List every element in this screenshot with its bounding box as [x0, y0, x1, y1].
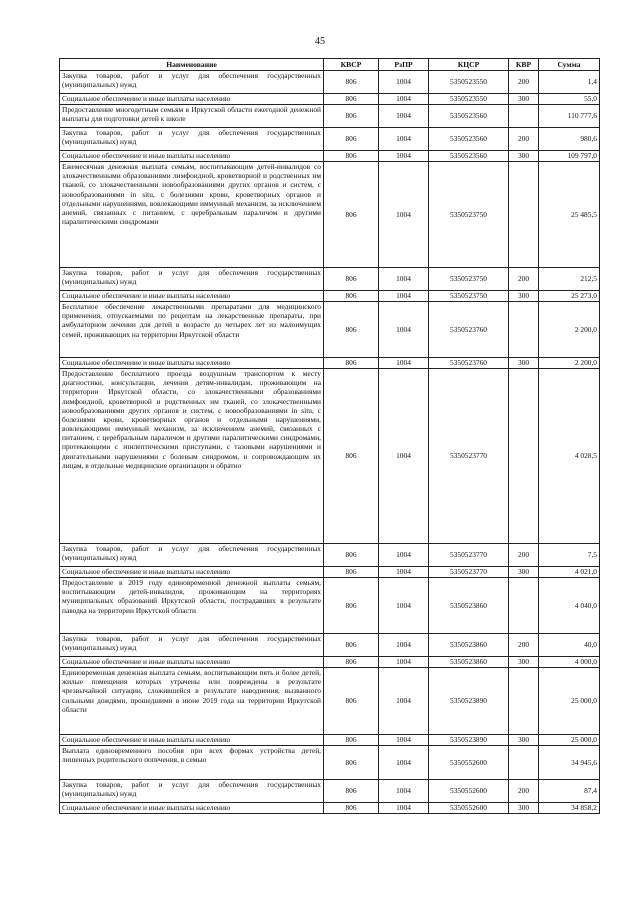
cell-kvr: [509, 302, 539, 358]
cell-name: Закупка товаров, работ и услуг для обеспечения государственных (муниципальных) нужд: [60, 780, 324, 803]
cell-rzpr: 1004: [379, 803, 429, 814]
cell-name: Бесплатное обеспечение лекарственными препаратами для медицинского применения, отпускаемыми по рецептам на лекарственные препараты, при амбулаторном лечении для детей в возрасте до четырех лет из малоимущих семей, проживающих на территории Иркутской области: [60, 302, 324, 358]
cell-sum: 25 000,0: [539, 735, 600, 746]
cell-kcsr: 5350523560: [429, 105, 509, 128]
cell-kcsr: 5350523890: [429, 735, 509, 746]
cell-name: Закупка товаров, работ и услуг для обеспечения государственных (муниципальных) нужд: [60, 634, 324, 657]
cell-kvsr: 806: [324, 71, 379, 94]
table-row: [60, 668, 600, 735]
cell-sum: 4 040,0: [539, 578, 600, 634]
cell-kcsr: 5350523770: [429, 369, 509, 544]
cell-kvsr: 806: [324, 657, 379, 668]
table-row: [60, 268, 600, 291]
cell-name: Предоставление бесплатного проезда воздушным транспортом к месту диагностики, консультации, лечения детям-инвалидам, проживающим на территории Иркутской области, со злокачественными образованиями лимфоидной, кроветворной и родственных им тканей, со злокачественными новообразованиями других органов и систем, с новообразованиями in situ, с болезнями крови, кроветворных органов и отдельными нарушениями, вовлекающими иммунный механизм, за исключением анемий, связанных с питанием, с церебральным параличом и другими паралитическими синдромами, протекающими с эпилептическими приступами, с тазовыми нарушениями и двигательными нарушениями с болевым синдромом, и сопровождающим их лицам, в отдельные медицинские организации и обратно: [60, 369, 324, 544]
table-row: [60, 780, 600, 803]
table-row: [60, 128, 600, 151]
cell-rzpr: 1004: [379, 128, 429, 151]
cell-kcsr: 5350523860: [429, 634, 509, 657]
cell-kvsr: 806: [324, 668, 379, 735]
cell-kcsr: 5350523560: [429, 128, 509, 151]
cell-kcsr: 5350523750: [429, 162, 509, 268]
cell-kvsr: 806: [324, 268, 379, 291]
table-row: [60, 544, 600, 567]
cell-kcsr: 5350523550: [429, 94, 509, 105]
table-row: [60, 803, 600, 814]
cell-sum: 25 000,0: [539, 668, 600, 735]
cell-name: Предоставление многодетным семьям в Иркутской области ежегодной денежной выплаты для подготовки детей к школе: [60, 105, 324, 128]
cell-kvsr: 806: [324, 735, 379, 746]
cell-rzpr: 1004: [379, 369, 429, 544]
cell-sum: 4 021,0: [539, 567, 600, 578]
table-row: [60, 358, 600, 369]
cell-sum: 2 200,0: [539, 302, 600, 358]
page-number: 45: [315, 36, 325, 47]
cell-kvr: [509, 746, 539, 780]
cell-sum: 212,5: [539, 268, 600, 291]
cell-sum: 25 273,0: [539, 291, 600, 302]
cell-name: Социальное обеспечение и иные выплаты населению: [60, 291, 324, 302]
cell-kvr: [509, 578, 539, 634]
cell-kcsr: 5350523860: [429, 657, 509, 668]
header-kvsr: КВСР: [324, 59, 379, 71]
table-row: [60, 105, 600, 128]
cell-kvr: 300: [509, 291, 539, 302]
cell-sum: 980,6: [539, 128, 600, 151]
table-row: [60, 567, 600, 578]
cell-kvr: [509, 162, 539, 268]
cell-rzpr: 1004: [379, 746, 429, 780]
cell-kcsr: 5350552600: [429, 780, 509, 803]
cell-kcsr: 5350523750: [429, 268, 509, 291]
cell-rzpr: 1004: [379, 358, 429, 369]
cell-sum: 7,5: [539, 544, 600, 567]
cell-kvr: 200: [509, 780, 539, 803]
table-row: [60, 369, 600, 544]
table-row: [60, 71, 600, 94]
cell-kvsr: 806: [324, 567, 379, 578]
cell-sum: 4 028,5: [539, 369, 600, 544]
cell-kvr: [509, 668, 539, 735]
cell-kvr: 300: [509, 803, 539, 814]
cell-name: Социальное обеспечение и иные выплаты населению: [60, 358, 324, 369]
cell-name: Закупка товаров, работ и услуг для обеспечения государственных (муниципальных) нужд: [60, 128, 324, 151]
cell-kvsr: 806: [324, 369, 379, 544]
cell-sum: 1,4: [539, 71, 600, 94]
cell-name: Предоставление в 2019 году единовременной денежной выплаты семьям, воспитывающим детей-инвалидов, проживающим на территориях муниципальных образований Иркутской области, пострадавших в результате паводка на территории Иркутской области: [60, 578, 324, 634]
table-row: [60, 151, 600, 162]
cell-rzpr: 1004: [379, 668, 429, 735]
cell-rzpr: 1004: [379, 735, 429, 746]
cell-name: Социальное обеспечение и иные выплаты населению: [60, 94, 324, 105]
table-row: [60, 657, 600, 668]
cell-sum: 4 000,0: [539, 657, 600, 668]
cell-kvsr: 806: [324, 94, 379, 105]
cell-kcsr: 5350523890: [429, 668, 509, 735]
cell-rzpr: 1004: [379, 634, 429, 657]
cell-rzpr: 1004: [379, 291, 429, 302]
cell-kcsr: 5350523770: [429, 567, 509, 578]
header-kcsr: КЦСР: [429, 59, 509, 71]
cell-name: Закупка товаров, работ и услуг для обеспечения государственных (муниципальных) нужд: [60, 268, 324, 291]
cell-name: Закупка товаров, работ и услуг для обеспечения государственных (муниципальных) нужд: [60, 544, 324, 567]
cell-rzpr: 1004: [379, 94, 429, 105]
cell-kcsr: 5350552600: [429, 746, 509, 780]
table-row: [60, 162, 600, 268]
table-row: [60, 302, 600, 358]
cell-kvsr: 806: [324, 358, 379, 369]
cell-kvr: 300: [509, 657, 539, 668]
cell-kcsr: 5350523750: [429, 291, 509, 302]
cell-kcsr: 5350523760: [429, 302, 509, 358]
cell-kvr: 300: [509, 151, 539, 162]
table-body: [60, 71, 600, 814]
cell-name: Социальное обеспечение и иные выплаты населению: [60, 735, 324, 746]
header-kvr: КВР: [509, 59, 539, 71]
cell-kvsr: 806: [324, 302, 379, 358]
cell-name: Единовременная денежная выплата семьям, воспитывающим пять и более детей, жилые помещения которых утрачены или повреждены в результате чрезвычайной ситуации, сложившейся в результате наводнения, вызванного сильными дождями, прошедшими в июне 2019 года на территории Иркутской области: [60, 668, 324, 735]
cell-sum: 109 797,0: [539, 151, 600, 162]
cell-kvr: 200: [509, 634, 539, 657]
cell-kvsr: 806: [324, 291, 379, 302]
cell-rzpr: 1004: [379, 71, 429, 94]
cell-rzpr: 1004: [379, 151, 429, 162]
cell-rzpr: 1004: [379, 544, 429, 567]
cell-rzpr: 1004: [379, 105, 429, 128]
cell-kvr: [509, 105, 539, 128]
cell-kvr: 200: [509, 268, 539, 291]
cell-kvr: 300: [509, 735, 539, 746]
table-header: [60, 59, 600, 71]
table-row: [60, 291, 600, 302]
cell-name: Социальное обеспечение и иные выплаты населению: [60, 151, 324, 162]
cell-kcsr: 5350523550: [429, 71, 509, 94]
cell-sum: 110 777,6: [539, 105, 600, 128]
cell-rzpr: 1004: [379, 780, 429, 803]
cell-rzpr: 1004: [379, 657, 429, 668]
cell-kvsr: 806: [324, 151, 379, 162]
cell-name: Социальное обеспечение и иные выплаты населению: [60, 657, 324, 668]
table-row: [60, 746, 600, 780]
cell-kvr: 300: [509, 94, 539, 105]
cell-kvsr: 806: [324, 746, 379, 780]
table-row: [60, 735, 600, 746]
header-rzpr: РзПР: [379, 59, 429, 71]
cell-sum: 87,4: [539, 780, 600, 803]
cell-sum: 40,0: [539, 634, 600, 657]
cell-name: Закупка товаров, работ и услуг для обеспечения государственных (муниципальных) нужд: [60, 71, 324, 94]
cell-kvr: 200: [509, 71, 539, 94]
cell-sum: 25 485,5: [539, 162, 600, 268]
cell-kvsr: 806: [324, 634, 379, 657]
cell-sum: 34 945,6: [539, 746, 600, 780]
cell-kvr: 300: [509, 567, 539, 578]
cell-kvsr: 806: [324, 803, 379, 814]
cell-kvsr: 806: [324, 128, 379, 151]
cell-kvr: [509, 369, 539, 544]
cell-rzpr: 1004: [379, 567, 429, 578]
cell-kcsr: 5350523560: [429, 151, 509, 162]
cell-rzpr: 1004: [379, 578, 429, 634]
table-row: [60, 578, 600, 634]
cell-kcsr: 5350523770: [429, 544, 509, 567]
cell-rzpr: 1004: [379, 302, 429, 358]
cell-sum: 34 858,2: [539, 803, 600, 814]
cell-kcsr: 5350523760: [429, 358, 509, 369]
cell-sum: 2 200,0: [539, 358, 600, 369]
cell-rzpr: 1004: [379, 162, 429, 268]
cell-kvr: 200: [509, 544, 539, 567]
cell-rzpr: 1004: [379, 268, 429, 291]
header-sum: Сумма: [539, 59, 600, 71]
cell-kvsr: 806: [324, 780, 379, 803]
cell-kvsr: 806: [324, 544, 379, 567]
header-name: Наименование: [60, 59, 324, 71]
cell-kvsr: 806: [324, 578, 379, 634]
cell-name: Социальное обеспечение и иные выплаты населению: [60, 803, 324, 814]
table-row: [60, 634, 600, 657]
cell-kvr: 200: [509, 128, 539, 151]
cell-name: Ежемесячная денежная выплата семьям, воспитывающим детей-инвалидов со злокачественными образованиями лимфоидной, кроветворной и родственных им тканей, со злокачественными новообразованиями других органов и систем, с новообразованиями in situ, с болезнями крови, кроветворных органов и отдельными нарушениями, вовлекающими иммунный механизм, за исключением анемий, связанных с питанием, с церебральным параличом и другими паралитическими синдромами: [60, 162, 324, 268]
cell-name: Социальное обеспечение и иные выплаты населению: [60, 567, 324, 578]
cell-kcsr: 5350552600: [429, 803, 509, 814]
cell-kvr: 300: [509, 358, 539, 369]
cell-kvsr: 806: [324, 162, 379, 268]
table-row: [60, 94, 600, 105]
cell-sum: 55,0: [539, 94, 600, 105]
cell-kcsr: 5350523860: [429, 578, 509, 634]
cell-name: Выплата единовременного пособия при всех формах устройства детей, лишенных родительского попечения, в семью: [60, 746, 324, 780]
budget-table: [59, 58, 600, 814]
cell-kvsr: 806: [324, 105, 379, 128]
